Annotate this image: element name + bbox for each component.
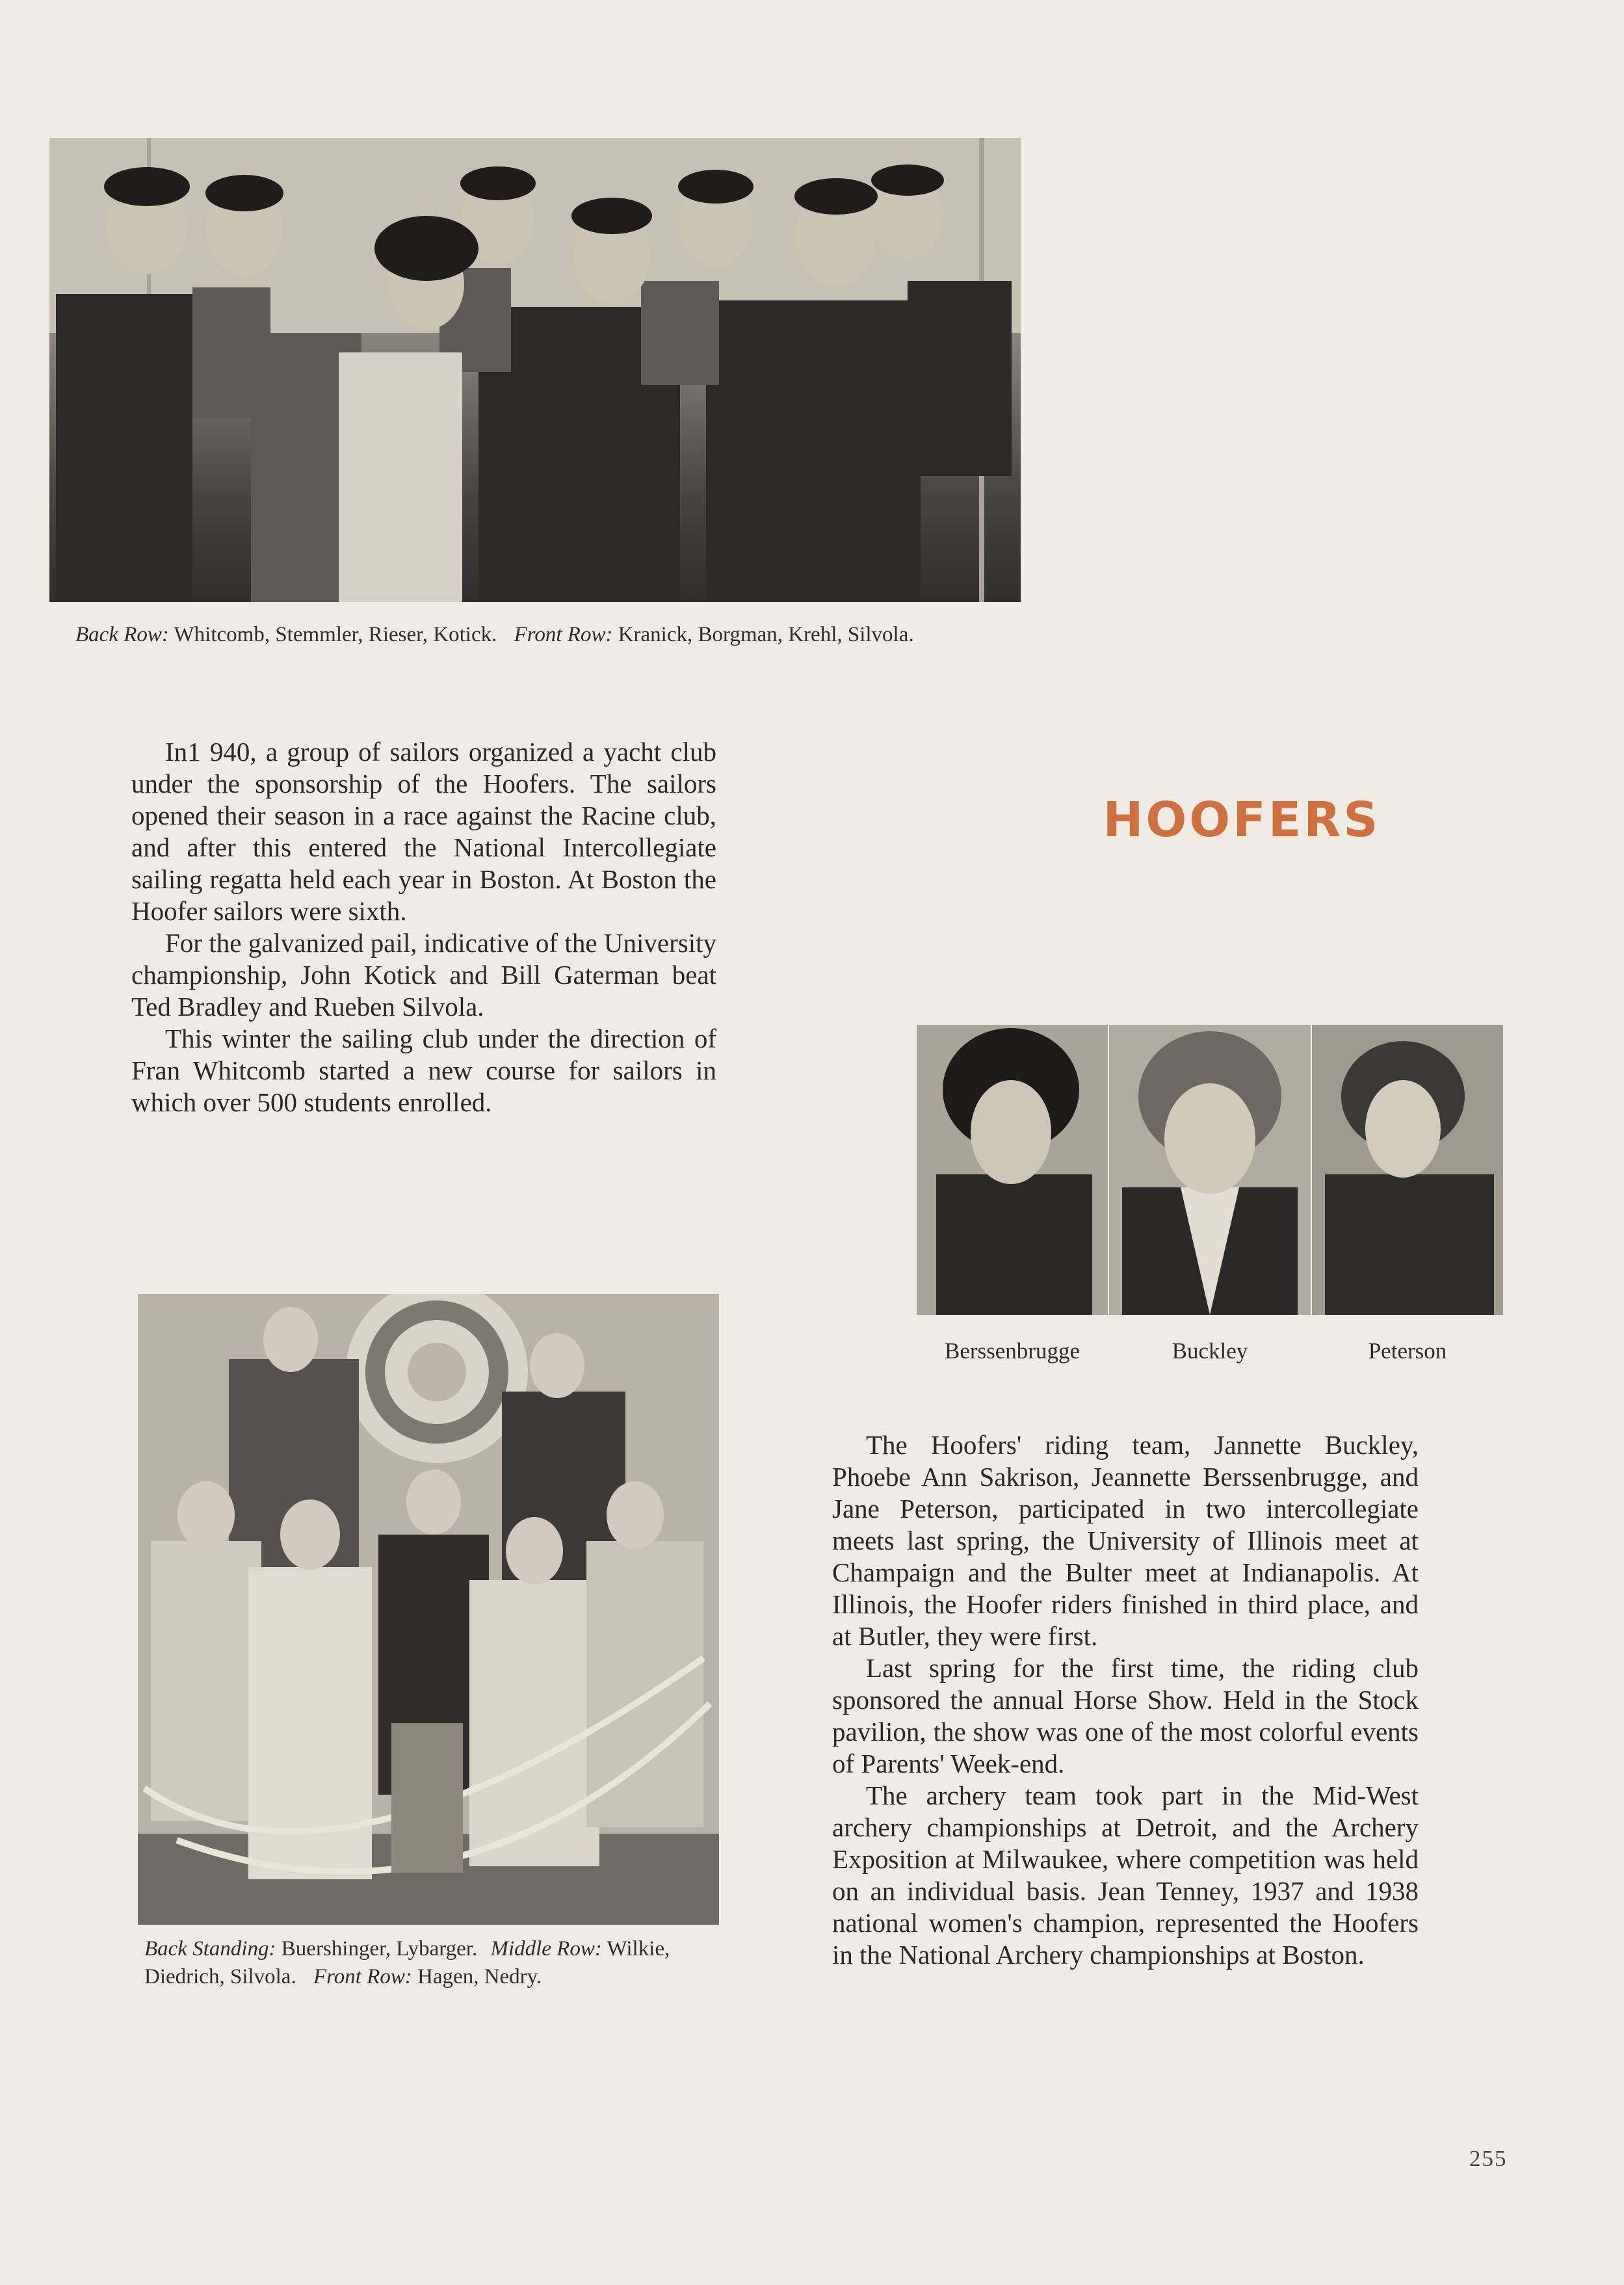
sailing-club-photo-figures bbox=[49, 138, 1021, 602]
portrait-figure-berssenbrugge bbox=[917, 1025, 1108, 1315]
caption-middle-row-label: Middle Row: bbox=[490, 1937, 602, 1961]
caption-front-row-names: Hagen, Nedry. bbox=[417, 1965, 542, 1988]
caption-back-row-label: Back Row: bbox=[75, 623, 169, 646]
page-number: 255 bbox=[1469, 2146, 1508, 2171]
portrait-name-buckley: Buckley bbox=[1172, 1338, 1248, 1364]
sailing-paragraph-2: For the galvanized pail, indicative of the University championship, John Kotick and Bill Gaterman beat Ted Bradley and Rueben Silvola. bbox=[131, 928, 716, 1022]
caption-back-standing-label: Back Standing: bbox=[144, 1937, 276, 1961]
portrait-name-peterson: Peterson bbox=[1368, 1338, 1447, 1364]
archery-paragraph: The archery team took part in the Mid-West archery championships at Detroit, and the Archery Exposition at Milwaukee, where competition was held on an individual basis. Jean Tenney, 1937 and 1938 national women's champion, represented the Hoofers in the National Archery championships at Boston. bbox=[832, 1780, 1419, 1970]
sailing-paragraph-1: In1 940, a group of sailors organized a yacht club under the sponsorship of the Hoofers. The sailors opened their season in a race against the Racine club, and after this entered the National Intercollegiate sailing regatta held each year in Boston. At Boston the Hoofer sailors were sixth. bbox=[131, 737, 716, 926]
portrait-name-berssenbrugge: Berssenbrugge bbox=[944, 1338, 1080, 1364]
sailing-article bbox=[131, 736, 716, 1118]
riding-paragraph-2: Last spring for the first time, the riding club sponsored the annual Horse Show. Held in the Stock pavilion, the show was one of the most colorful events of Parents' Week-end. bbox=[832, 1653, 1419, 1778]
caption-front-row-names: Kranick, Borgman, Krehl, Silvola. bbox=[618, 623, 914, 646]
sailing-paragraph-3: This winter the sailing club under the direction of Fran Whitcomb started a new course for sailors in which over 500 students enrolled. bbox=[131, 1024, 716, 1117]
portrait-figure-buckley bbox=[1109, 1025, 1311, 1315]
caption-back-row-names: Whitcomb, Stemmler, Rieser, Kotick. bbox=[174, 623, 497, 646]
section-heading: HOOFERS bbox=[1103, 792, 1381, 848]
archery-team-photo-figures bbox=[138, 1294, 719, 1925]
riding-archery-article bbox=[832, 1429, 1419, 1971]
portrait-photo-berssenbrugge bbox=[917, 1025, 1108, 1315]
portrait-photo-buckley bbox=[1109, 1025, 1311, 1315]
archery-team-photo bbox=[138, 1294, 719, 1925]
portrait-figure-peterson bbox=[1312, 1025, 1503, 1315]
sailing-club-photo bbox=[49, 138, 1021, 602]
caption-front-row-label: Front Row: bbox=[514, 623, 613, 646]
sailing-photo-caption bbox=[75, 621, 1012, 649]
caption-middle-row-names: Wilkie, Diedrich, Silvola. bbox=[144, 1937, 670, 1988]
portrait-photo-peterson bbox=[1312, 1025, 1503, 1315]
caption-back-standing-names: Buershinger, Lybarger. bbox=[281, 1937, 478, 1961]
archery-photo-caption bbox=[144, 1935, 755, 1991]
caption-front-row-label: Front Row: bbox=[313, 1965, 412, 1988]
riding-paragraph-1: The Hoofers' riding team, Jannette Buckley, Phoebe Ann Sakrison, Jeannette Berssenbrugge, and Jane Peterson, participated in two intercollegiate meets last spring, the University of Illinois meet at Champaign and the Bulter meet at Indianapolis. At Illinois, the Hoofer riders finished in third place, and at Butler, they were first. bbox=[832, 1430, 1419, 1651]
